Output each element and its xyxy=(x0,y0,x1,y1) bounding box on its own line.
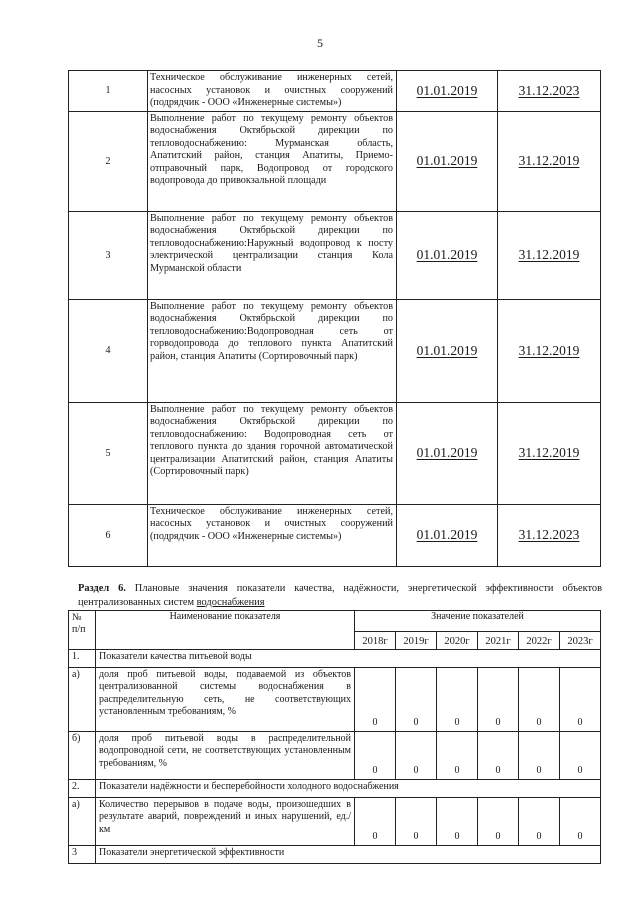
start-date: 01.01.2019 xyxy=(397,111,498,211)
row-number: 3 xyxy=(69,211,148,299)
end-date: 31.12.2023 xyxy=(498,71,601,112)
indicator-value: 0 xyxy=(560,668,601,732)
indicator-value: 0 xyxy=(396,668,437,732)
start-date: 01.01.2019 xyxy=(397,504,498,566)
indicator-value: 0 xyxy=(478,668,519,732)
start-date: 01.01.2019 xyxy=(397,211,498,299)
group-row xyxy=(69,846,601,864)
work-description: Техническое обслуживание инженерных сетей, насосных установок и очистных сооружений (подрядчик - ООО «Инженерные системы») xyxy=(148,71,397,112)
column-header-number: № п/п xyxy=(69,611,96,650)
row-number: 5 xyxy=(69,402,148,504)
indicator-value: 0 xyxy=(478,732,519,780)
table-row xyxy=(69,668,601,732)
indicator-value: 0 xyxy=(437,798,478,846)
indicator-value: 0 xyxy=(355,668,396,732)
year-header: 2021г xyxy=(478,632,519,650)
work-description: Выполнение работ по текущему ремонту объектов водоснабжения Октябрьской дирекции по тепловодоснабжению: Мурманская область, Апатитский район, станция Апатиты, Приемо-отправочный парк, Водопровод от городского водопровода до привокзальной площади xyxy=(148,111,397,211)
group-title: Показатели качества питьевой воды xyxy=(96,650,601,668)
start-date: 01.01.2019 xyxy=(397,299,498,402)
group-row xyxy=(69,650,601,668)
year-header: 2018г xyxy=(355,632,396,650)
indicator-value: 0 xyxy=(396,732,437,780)
work-description: Выполнение работ по текущему ремонту объектов водоснабжения Октябрьской дирекции по тепловодоснабжению:Наружный водопровод к посту электрической централизации станция Кола Мурманской области xyxy=(148,211,397,299)
group-title: Показатели надёжности и бесперебойности холодного водоснабжения xyxy=(96,780,601,798)
table-row xyxy=(69,798,601,846)
start-date: 01.01.2019 xyxy=(397,402,498,504)
group-number: 3 xyxy=(69,846,96,864)
section-label: Раздел 6. xyxy=(78,583,126,594)
column-header-values: Значение показателей xyxy=(355,611,601,632)
table-row xyxy=(69,71,601,112)
work-description: Выполнение работ по текущему ремонту объектов водоснабжения Октябрьской дирекции по тепловодоснабжению:Водопроводная сеть от горводопровода до теплового пункта Апатитский район, станция Апатиты (Сортировочный парк) xyxy=(148,299,397,402)
page-number: 5 xyxy=(317,36,323,50)
row-number: 4 xyxy=(69,299,148,402)
section-6-heading xyxy=(78,582,602,610)
indicator-name: Количество перерывов в подаче воды, произошедших в результате аварий, повреждений и иных нарушений, ед./км xyxy=(96,798,355,846)
year-header: 2019г xyxy=(396,632,437,650)
indicators-table xyxy=(68,610,601,864)
indicator-value: 0 xyxy=(437,668,478,732)
indicator-value: 0 xyxy=(478,798,519,846)
end-date: 31.12.2019 xyxy=(498,299,601,402)
table-row xyxy=(69,504,601,566)
end-date: 31.12.2019 xyxy=(498,111,601,211)
indicator-value: 0 xyxy=(437,732,478,780)
group-title: Показатели энергетической эффективности xyxy=(96,846,601,864)
indicator-value: 0 xyxy=(560,732,601,780)
section-text: Плановые значения показатели качества, надёжности, энергетической эффективности объектов централизованных систем xyxy=(78,583,603,608)
year-header: 2020г xyxy=(437,632,478,650)
indicator-value: 0 xyxy=(355,798,396,846)
table-row xyxy=(69,299,601,402)
work-description: Выполнение работ по текущему ремонту объектов водоснабжения Октябрьской дирекции по тепловодоснабжению: Водопроводная сеть от теплового пункта до здания горочной автоматической централизации Апатитский район, станция Апатиты (Сортировочный парк) xyxy=(148,402,397,504)
indicator-value: 0 xyxy=(519,798,560,846)
table-row xyxy=(69,732,601,780)
indicator-value: 0 xyxy=(519,668,560,732)
item-number: а) xyxy=(69,668,96,732)
indicator-value: 0 xyxy=(355,732,396,780)
indicator-name: доля проб питьевой воды, подаваемой из объектов централизованной системы водоснабжения в распределительную сеть, не соответствующих установленным требованиям, % xyxy=(96,668,355,732)
group-number: 2. xyxy=(69,780,96,798)
year-header: 2023г xyxy=(560,632,601,650)
end-date: 31.12.2019 xyxy=(498,402,601,504)
indicator-value: 0 xyxy=(396,798,437,846)
indicator-name: доля проб питьевой воды в распределительной водопроводной сети, не соответствующих установленным требованиям, % xyxy=(96,732,355,780)
works-schedule-table xyxy=(68,70,601,567)
end-date: 31.12.2019 xyxy=(498,211,601,299)
indicator-value: 0 xyxy=(519,732,560,780)
table-row xyxy=(69,111,601,211)
group-number: 1. xyxy=(69,650,96,668)
row-number: 1 xyxy=(69,71,148,112)
row-number: 2 xyxy=(69,111,148,211)
year-header: 2022г xyxy=(519,632,560,650)
table-row xyxy=(69,402,601,504)
indicator-value: 0 xyxy=(560,798,601,846)
item-number: а) xyxy=(69,798,96,846)
column-header-name: Наименование показателя xyxy=(96,611,355,650)
table-row xyxy=(69,211,601,299)
row-number: 6 xyxy=(69,504,148,566)
group-row xyxy=(69,780,601,798)
work-description: Техническое обслуживание инженерных сетей, насосных установок и очистных сооружений (подрядчик - ООО «Инженерные системы») xyxy=(148,504,397,566)
end-date: 31.12.2023 xyxy=(498,504,601,566)
item-number: б) xyxy=(69,732,96,780)
section-text-underlined: водоснабжения xyxy=(196,597,265,608)
start-date: 01.01.2019 xyxy=(397,71,498,112)
